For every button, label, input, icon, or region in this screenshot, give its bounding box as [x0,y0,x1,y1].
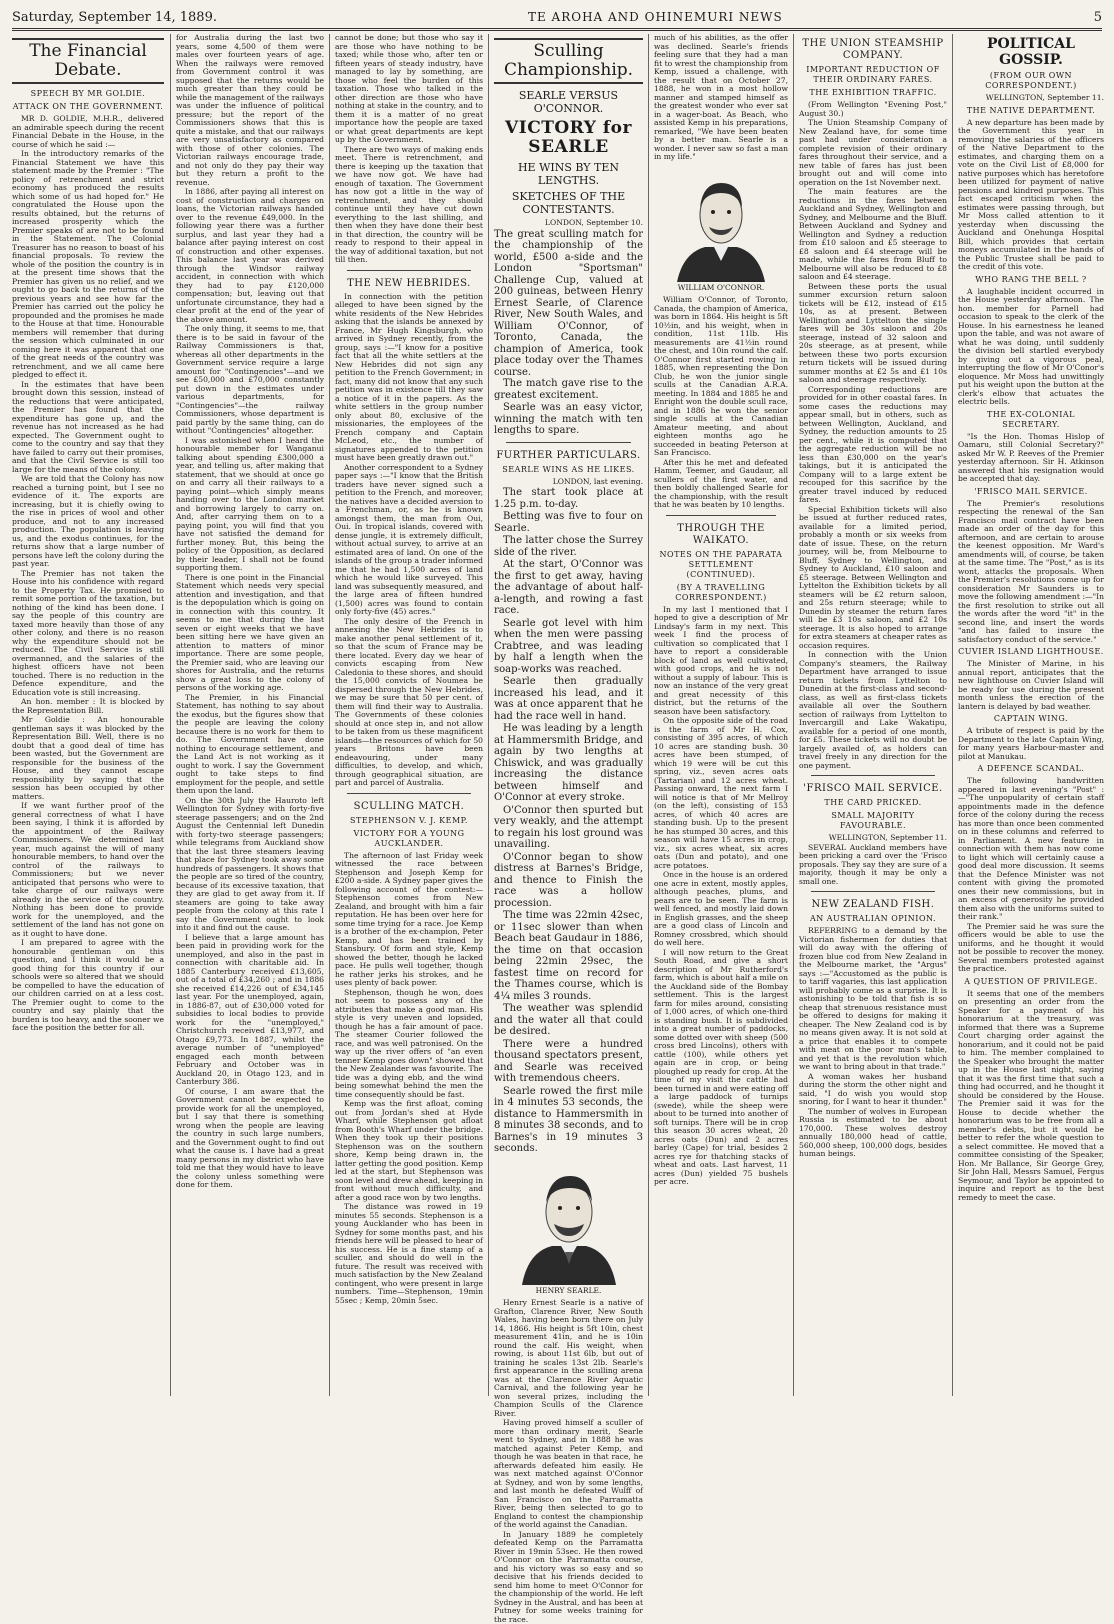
paragraph: In my last I mentioned that I hoped to give a description of Mr Lindsay's farm in my next. This week I find the process of cultivation so complicated that I have to report a considerable block of land as well cultivated, with good crops, and he is not without a supply of labour. This is now an instance of the very great and great necessity of this district, but the returns of the season have been satisfactory. [654,606,788,717]
subhead-stephenson: STEPHENSON V. J. KEMP. [335,816,483,826]
searle-portrait [514,1160,624,1285]
paragraph: The Premier, in his Financial Statement, has nothing to say about the exodus, but the figures show that the people are leaving the colony because there is no work for them to do. The Government have done nothing to encourage settlement, and the Land Act is not working as it ought to work. I say the Government ought to take steps to find employment for the people, and settle them upon the land. [176,694,324,796]
paragraph: In 1886, after paying all interest on cost of construction and charges on loans, the Victorian railways handed over to the revenue £49,000. In the following year there was a further surplus, and last year they had a balance after paying interest on cost of construction and other expenses. This balance last year was derived through the Windsor railway accident, in connection with which they had to pay £120,000 compensation; but, leaving out that unfortunate circumstance, they had a clear profit at the end of the year of the above amount. [176,188,324,324]
paragraph: Another correspondent to a Sydney paper says :—"I know that the British traders have never signed such a petition to the French, and moreover, the natives have a decided aversion to a Frenchman, or, as he is known amongst them, the man from Oui, Oui. In tropical islands, covered with dense jungle, it is extremely difficult, without actual survey, to arrive at an estimated area of land. On one of the islands of the group a trader informed me that he had 1,500 acres of land which he would like surveyed. This land was subsequently measured, and the large area of fifteen hundred (1,500) acres was found to contain only forty-five (45) acres." [335,464,483,617]
paragraph: Stephenson, though he won, does not seem to possess any of the attributes that make a good man. His style is very uneven and lopsided, though he has a fair amount of pace. The steamer Courier followed the race, and was well patronised. On the way up the river offers of "an even tenner Kemp goes down" showed that the New Zealander was favourite. The tide was a dying ebb, and the wind being somewhat behind the men the time consequently should be fast. [335,989,483,1100]
paragraph: I believe that a large amount has been paid in providing work for the unemployed, and also in the past in connection with charitable aid. In 1885 Canterbury received £13,605, out of a total of £34,260 ; and in 1886 she received £14,226 out of £34,145 last year. For the unemployed, again, in 1886-87, out of £30,000 voted for subsidies to local bodies to provide work for the "unemployed," Christchurch received £13,977, and Otago £9,773. In 1887, whilst the average number of "unemployed" engaged each month between February and October was in Auckland 20, in Otago 123, and in Canterbury 386. [176,934,324,1087]
subhead-card-pricked: THE CARD PRICKED. [799,798,947,808]
paragraph: The only desire of the French in annexing the New Hebrides is to make another penal settlement of it, so that the scum of France may be there located. Every day we hear of convicts escaping from New Caledonia to these shores, and should the 15,000 convicts of Noumea be dispersed through the New Hebrides, we may be sure that 50 per cent. of them will find their way to Australia. The Governments of these colonies should at once step in, and not allow to be taken from us these magnificent islands—the resources of which for 50 years Britons have been endeavouring, under many difficulties, to develop, and which, through geographical situation, are part and parcel of Australia. [335,618,483,788]
paragraph: Searle was an easy victor, winning the match with ten lengths to spare. [494,402,643,437]
column-4 [494,34,643,1396]
paragraph: Special Exhibition tickets will also be issued at further reduced rates, available for a limited period, probably a month or six weeks from date of issue. These, on the return journey, will be, from Melbourne to Bluff, Sydney to Wellington, and Sydney to Auckland, £10 saloon and £5 steerage. Between Wellington and Lyttelton the Exhibition tickets by all steamers will be £2 return saloon, and 25s return steerage; while to Dunedin by steamer the return fares will be £3 10s saloon, and £2 10s steerage. It is also hoped to arrange for extra steamers at cheaper rates as occasion requires. [799,506,947,651]
byline: (BY A TRAVELLING CORRESPONDENT.) [654,583,788,603]
divider [506,442,631,443]
masthead-date: Saturday, September 14, 1889. [12,10,217,25]
paragraph: The weather was splendid and the water all that could be desired. [494,1003,643,1038]
page-number: 5 [1094,10,1102,25]
column-2 [176,34,324,1396]
caption-william-oconnor: WILLIAM O'CONNOR. [654,284,788,293]
paragraph: MR D. GOLDIE, M.H.R., delivered an admirable speech during the recent Financial Debate in the House, in the course of which he said :— [12,115,164,149]
dateline: (From Wellington "Evening Post," August 30.) [799,101,947,118]
subhead-ten-lengths: HE WINS BY TEN LENGTHS. [494,161,643,187]
subhead-question-of-privilege: A QUESTION OF PRIVILEGE. [958,977,1104,987]
column-6 [799,34,947,1396]
divider [666,515,776,516]
paragraph: William O'Connor, of Toronto, Canada, the champion of America, was born in 1864. His height is 5ft 10½in, and his weight, when in condition, 11st 11lb. His measurements are 41½in round the chest, and 10in round the calf. O'Connor first started rowing in 1885, when representing the Don Club, he won the junior single sculls at the Canadian A.R.A. meeting. In 1884 and 1885 he and Enright won the double scull race, and in 1886 he won the senior single sculls at the Canadian Amateur meeting, and about eighteen months ago he succeeded in beating Peterson at San Francisco. [654,296,788,458]
paragraph: I will now return to the Great South Road, and give a short description of Mr Rutherford's farm, which is about half a mile on the Auckland side of the Bombay settlement. This is the largest farm for miles around, consisting of 1,000 acres, of which one-third is standing bush. It is subdivided into a great number of paddocks, some dotted over with sheep (500 cross bred Lincolns), others with cattle (100), while others yet again are in crop, or being ploughed up ready for crop. At the time of my visit the cattle had been turned in and were eating off a large paddock of turnips (swede), while the sheep were about to be turned into another of soft turnips. There will be in crop this season 30 acres wheat, 20 acres oats (Dun) and 2 acres barley (Cape) for trial, besides 2 acres rye for thatching stacks of wheat and oats. Last harvest, 11 acres (Dun) yielded 75 bushels per acre. [654,949,788,1187]
paragraph: In the introductory remarks of the Financial Statement we have this statement made by the Premier : "The policy of retrenchment and strict economy has produced the results which some of us had hoped for." He congratulated the House upon the results obtained, but the returns of increased prosperity which the Premier speaks of are not to be found in the Statement. The Colonial Treasurer has no reason to boast of his financial proposals. To review the whole of the position the country is in at the present time shows that the Premier has given us no relief, and we ought to go back to the returns of the previous years and see how far the Premier has carried out the policy he propounded and the promises he made to the House at that time. Honourable members will remember that during the session which culminated in our coming here it was apparent that one of the great needs of the country was retrenchment, and we all came here pledged to effect it. [12,150,164,380]
column-rule [648,34,649,1396]
headline-victory-for-searle: VICTORY for SEARLE [494,119,643,157]
paragraph: In January 1889 he completely defeated Kemp on the Parramatta River in 19min 53sec. He then rowed O'Connor on the Parramatta course, and his victory was so easy and so decisive that his friends decided to send him home to meet O'Connor for the championship of the world. He left Sydney in the Austral, and has been at Putney for some weeks training for the race. [494,1531,643,1624]
subhead-exhibition: THE EXHIBITION TRAFFIC. [799,88,947,98]
paragraph: Corresponding reductions are provided for in other coastal fares. In some cases the reductions may appear small, but in others, such as between Wellington, Auckland, and Sydney, the reduction amounts to 25 per cent., while it is computed that the aggregate reduction will be no less than £30,000 on the year's takings, but it is anticipated the Company will to a large extent be recouped for this sacrifice by the greater travel induced by reduced fares. [799,386,947,505]
paragraph: Of course, I am aware that the Government cannot be expected to provide work for all the unemployed, but I say that there is something wrong when the people are leaving the country in such large numbers, and the Government ought to find out what the cause is. I have had a great many persons in my district who have told me that they would have to leave the colony unless something were done for them. [176,1088,324,1190]
column-3 [335,34,483,1396]
paragraph: Kemp was the first afloat, coming out from Jordan's shed at Hyde Wharf, while Stephenson got afloat from Booth's Wharf under the bridge. When they took up their positions Stephenson was on the southern shore, Kemp being drawn in, the latter getting the good position. Kemp led at the start, but Stephenson was soon level and drew ahead, keeping in front without much difficulty, and after a good race won by two lengths. [335,1100,483,1202]
subhead-ex-colonial-secretary: THE EX-COLONIAL SECRETARY. [958,410,1104,430]
paragraph: After this he met and defeated Hamm, Teemer, and Gaudaur, all scullers of the first water, and then boldly challenged Searle for the championship, with the result that he was beaten by 10 lengths. [654,459,788,510]
subhead-cuvier-island: CUVIER ISLAND LIGHTHOUSE. [958,647,1104,657]
paragraph: In connection with the petition alleged to have been signed by the white residents of the New Hebrides asking that the islands be annexed by France, Mr Hugh Kingsburgh, who arrived in Sydney recently, from the group, says :—"I know for a positive fact that all the white settlers at the New Hebrides did not sign any petition to the French Government; in fact, many did not know that any such petition was in existence till they saw a notice of it in the papers. As the white settlers in the group number only about 80, exclusive of the missionaries, the employees of the French company and Captain McLeod, etc., the number of signatures appended to the petition must have been greatly drawn out." [335,293,483,463]
subhead-victory: VICTORY FOR A YOUNG AUCKLANDER. [335,829,483,849]
paragraph: In connection with the Union Company's steamers, the Railway Department have arranged to issue return tickets from Lyttelton to Dunedin at the first-class and second-class, as well as first-class tickets available all over the Southern section of railways from Lyttelton to Invercargill and Lake Wakatipu, available for a period of one month, for £5. These tickets will no doubt be largely availed of, as holders can travel freely in any direction for the one payment. [799,651,947,770]
subhead-australian-opinion: AN AUSTRALIAN OPINION. [799,914,947,924]
paragraph: There are two ways of making ends meet. There is retrenchment, and there is keeping up the taxation that we have now got. We have had enough of taxation. The Government has now got a little in the way of retrenchment, and they should continue until they have cut down everything to the last shilling, and then when they have done their best in that direction, the country will be ready to respond to their appeal in the way of additional taxation, but not till then. [335,146,483,265]
paragraph: On the 30th July the Hauroto left Wellington for Sydney with forty-five steerage passengers; and on the 2nd August the Centennial left Dunedin with forty-two steerage passengers; while telegrams from Auckland show that the last three steamers leaving that place for Sydney took away some hundreds of passengers. It shows that the people are so tired of the country, because of its excessive taxation, that they are glad to get away from it. If steamers are going to take away people from the colony at this rate I say the Government ought to look into it and find out the cause. [176,797,324,933]
paragraph: There is one point in the Financial Statement which needs very special attention and investigation, and that is the depopulation which is going on in connection with this country. It seems to me that during the last seven or eight weeks that we have been sitting here we have given an attention to matters of minor importance. There are some people, the Premier said, who are leaving our shores for Australia, and the returns show a great loss to the colony of persons of the working age. [176,574,324,693]
paragraph: REFERRING to a demand by the Victorian fishermen for duties that will do away with the offering of frozen blue cod from New Zealand in the Melbourne market, the "Argus" says :—"Accustomed as the public is to tariff vagaries, this last application will probably come as a surprise. It is astonishing to be told that fish is so cheap that strenuous resistance must be offered to designs for making it cheaper. The New Zealand cod is by no means given away. It is not sold at a price that enables it to compete with meat on the poor man's table, and yet that is the revolution which we want to bring about in that trade." [799,927,947,1072]
subhead-frisco-mail-service: 'FRISCO MAIL SERVICE. [958,487,1104,497]
paragraph: In the estimates that have been brought down this session, instead of the reductions that were anticipated, the Premier has found that the expenditure has gone up, and the revenue has not increased as he had expected. The Government ought to come to the country and say that they have failed to carry out their promises, and that the Civil Service is still too large for the means of the colony. [12,381,164,475]
paragraph: Having proved himself a sculler of more than ordinary merit, Searle went to Sydney, and in 1888 he was matched against Peter Kemp, and though he was beaten in that race, he afterwards defeated him easily. He was next matched against O'Connor at Sydney, and won by some lengths, and last month he defeated Wulff of San Francisco on the Parramatta River, being then selected to go to England to contest the championship of the world against the Canadian. [494,1419,643,1530]
paragraph: I am prepared to agree with the honourable gentleman on this question, and I think it would be a good thing for this country if our schools were so altered that we should be compelled to have the education of our children carried on at a less cost. The Premier ought to come to the country and say plainly that the burden is too heavy, and the sooner we face the position the better for all. [12,939,164,1033]
headline-political-gossip: POLITICAL GOSSIP. [958,36,1104,68]
headline-sculling-match: SCULLING MATCH. [335,801,483,813]
paragraph: for Australia during the last two years, some 4,500 of them were males over fourteen years of age. When the railways were removed from Government control it was supposed that the returns would be much greater than they could be while the management of the railways was under the influence of political pressure; but the report of the Commissioners shows that this is quite a mistake, and that our railways are very unsatisfactory as compared with those of other colonies. The Victorian railways encourage trade, and not only do they pay their way but they return a profit to the revenue. [176,34,324,187]
divider [811,891,935,892]
paragraph: A tribute of respect is paid by the Department to the late Captain Wing, for many years Harbour-master and pilot at Manukau. [958,727,1104,761]
column-rule [793,34,794,1396]
dateline: WELLINGTON, September 11. [799,834,947,843]
paragraph: "Is the Hon. Thomas Hislop of Oamaru, still Colonial Secretary?" asked Mr W. P. Reeves of the Premier yesterday afternoon. Sir H. Atkinson answered that his resignation would be accepted that day. [958,433,1104,484]
subhead-defence-scandal: A DEFENCE SCANDAL. [958,764,1104,774]
subhead-correspondent: (FROM OUR OWN CORRESPONDENT.) [958,71,1104,91]
dateline: LONDON, September 10. [494,219,643,228]
paragraph: Mr Goldie : An honourable gentleman says it was blocked by the Representation Bill. Well, there is no doubt that a good deal of time has been wasted, but the Government are responsible for the business of the House, and they cannot escape responsibility by saying that the session has been occupied by other matters. [12,716,164,801]
paragraph: Searle then gradually increased his lead, and it was at once apparent that he had the race well in hand. [494,676,643,722]
dateline: LONDON, last evening. [494,478,643,487]
paragraph: Searle got level with him when the men were passing Crabtree, and was leading by half a length when the soap-works was reached. [494,618,643,676]
paragraph: Between these ports the usual summer excursion return saloon tickets will be £12, instead of £15 10s, as at present. Between Wellington and Lyttelton the single fares will be 30s saloon and 20s steerage, instead of 32 saloon and 20s steerage, as at present, while between these two ports excursion return tickets will be issued during summer months at £2 5s and £1 10s saloon and steerage respectively. [799,283,947,385]
paragraph: Once in the house is an ordered one acre in extent, mostly apples, although peaches, plums, and pears are to be seen. The farm is well fenced, and mostly laid down in English grasses, and the sheep are a good class of Lincoln and Romney crossbred, which should do well here. [654,871,788,948]
paragraph: Betting was five to four on Searle. [494,511,643,534]
paragraph: The Premier has not taken the House into his confidence with regard to the Property Tax. He promised to remit some portion of the taxation, but nothing of the kind has been done. I say the people of this country are taxed more heavily than those of any other colony, and there is no reason why the expenditure should not be reduced. The Civil Service is still overmanned, and the salaries of the highest officers have not been touched. There is no reduction in the Defence expenditure, and the Education vote is still increasing. [12,570,164,698]
headline-through-the-waikato: THROUGH THE WAIKATO. [654,523,788,547]
paragraph: A laughable incident occurred in the House yesterday afternoon. The hon. member for Parnell had occasion to speak to the clerk of the House. In his earnestness he leaned upon the table, and was not aware of what he was doing, until suddenly the division bell startled everybody by giving out a vigorous peal, interrupting the flow of Mr O'Conor's eloquence. Mr Moss had unwittingly put his weight upon the button at the clerk's elbow that actuates the electric bells. [958,288,1104,407]
paragraph: At the start, O'Connor was the first to get away, having the advantage of about half-a-length, and rowing a fast race. [494,559,643,617]
column-7 [958,34,1104,1396]
paragraph: A woman wakes her husband during the storm the other night and said, "I do wish you would stop snoring, for I want to hear it thunder." [799,1073,947,1107]
subhead-attack: ATTACK ON THE GOVERNMENT. [12,102,164,112]
headline-sculling-championship: Sculling Championship. [494,38,643,84]
paragraph: O'Connor then spurted but very weakly, and the attempt to regain his lost ground was unavailing. [494,805,643,851]
column-rule [329,34,330,1396]
dateline: WELLINGTON, September 11. [958,94,1104,103]
paragraph: The following handwritten appeared in last evening's "Post" :—"The unpopularity of certain staff appointments made in the defence force of the colony during the recess has more than once been commented on in these columns and referred to in Parliament. A new feature in connection with them has now come to light which will certainly cause a good deal more discussion. It seems that the Defence Minister was not content with giving the promoted ones their new commissions, but in an excess of generosity he provided them also with the uniforms suited to their rank." [958,777,1104,922]
headline-further-particulars: FURTHER PARTICULARS. [494,450,643,462]
paragraph: SEVERAL Auckland members have been pricking a card over the 'Frisco proposals. They say they are sure of a majority, though it may be only a small one. [799,844,947,887]
paragraph: The distance was rowed in 19 minutes 55 seconds. Stephenson is a young Aucklander who has been in Sydney for some months past, and his friends here will be pleased to hear of his success. He is a fine stamp of a sculler, and should do well in the future. The result was received with much satisfaction by the New Zealand contingent, who were present in large numbers. Time—Stephenson, 19min 55sec ; Kemp, 20min 5sec. [335,1203,483,1305]
oconnor-portrait [671,167,771,282]
paragraph: The Minister of Marine, in his annual report, anticipates that the new lighthouse on Cuvier Island will be ready for use during the present month unless the erection of the lantern is delayed by bad weather. [958,660,1104,711]
masthead-title: TE AROHA AND OHINEMURI NEWS [528,10,783,24]
paragraph: The afternoon of last Friday week witnessed the race between Stephenson and Joseph Kemp for £200 a-side. A Sydney paper gives the following account of the contest:—Stephenson comes from New Zealand, and brought with him a fair reputation. He has been over here for some time trying for a race. Joe Kemp is a brother of the ex-champion, Peter Kemp, and has been trained by Stansbury. Of form and style, Kemp showed the better, though he lacked pace. He pulls well together, though he rather jerks his strokes, and he uses plenty of back power. [335,852,483,988]
headline-frisco-mail: 'FRISCO MAIL SERVICE. [799,783,947,795]
paragraph: cannot be done; but those who say it are those who have nothing to be taxed; while those who, after ten or fifteen years of steady industry, have managed to lay by something, are those who feel the burden of this taxation. Those who talked in the other direction are those who have nothing at stake in the country, and to them it is a matter of no great importance how the people are taxed or what great departments are kept up by the Government. [335,34,483,145]
headline-financial-debate: The Financial Debate. [12,38,164,84]
divider [347,270,471,271]
subhead-versus: SEARLE VERSUS O'CONNOR. [494,89,643,115]
paragraph: The latter chose the Surrey side of the river. [494,535,643,558]
column-5 [654,34,788,1396]
paragraph: A new departure has been made by the Government this year in removing the salaries of the officers of the Native Department to the estimates, and charging them on a vote on the Civil List of £8,000 for native purposes which has heretofore been utilized for payment of native pensions and kindred purposes. This fact escaped criticism when the estimates were passing through, but Mr Moss called attention to it yesterday when discussing the Auckland and Onehunga Hospital Bill, which provides that certain moneys accumulated in the hands of the Public Trustee shall be paid to the credit of this vote. [958,119,1104,272]
subhead-who-rang-the-bell: WHO RANG THE BELL ? [958,275,1104,285]
subhead-searle-wins: SEARLE WINS AS HE LIKES. [494,465,643,475]
headline-union-steamship: THE UNION STEAMSHIP COMPANY. [799,38,947,62]
paragraph: The only thing, it seems to me, that there is to be said in favour of the Railway Commissioners is that, whereas all other departments in the Government service require a large amount for "Contingencies"—and we see £50,000 and £70,000 constantly put down in the estimates under various departments, for "Contingencies"—the railway Commissioners, whose department is paid partly by the same thing, can do without "Contingencies" altogether. [176,325,324,436]
paragraph: The Premier's resolutions respecting the renewal of the San Francisco mail contract have been made an order of the day for this afternoon, and are certain to arouse the keenest opposition. Mr Ward's amendments will, of course, be taken at the same time. The "Post," as is its wont, attacks the proposals. When the Premier's resolutions come up for consideration Mr Saunders is to move the following amendment :—"In the first resolution to strike out all the words after the word "it" in the second line, and insert the words "and has failed to insure the satisfactory conduct of the service." [958,500,1104,645]
column-rule [952,34,953,1396]
paragraph: There were a hundred thousand spectators present, and Searle was received with tremendous cheers. [494,1039,643,1085]
subhead-native-department: THE NATIVE DEPARTMENT. [958,106,1104,116]
paragraph: An hon. member : It is blocked by the Representation Bill. [12,698,164,715]
paragraph: Searle rowed the first mile in 4 minutes 53 seconds, the distance to Hammersmith in 8 minutes 38 seconds, and to Barnes's in 19 minutes 3 seconds. [494,1086,643,1155]
paragraph: On the opposite side of the road is the farm of Mr H. Cox, consisting of 395 acres, of which 10 acres are standing bush. 30 acres have been stumped, of which 19 were will be cut this spring, viz., seven acres oats (Tartarian) and 12 acres wheat. Passing onward, the next farm I will notice is that of Mr Mellroy (on the left), consisting of 153 acres, of which 40 acres are standing bush. Up to the present he has stumped 30 acres, and this season will have 15 acres in crop, viz., six acres wheat, six acres oats (Dun and potato), and one acre potatoes. [654,717,788,870]
paragraph: The time was 22min 42sec, or 11sec slower than when Beach beat Gaudaur in 1886, the time on that occasion being 22min 29sec, the fastest time on record for the Thames course, which is 4¼ miles 3 rounds. [494,910,643,1002]
column-rule [170,34,171,1396]
paragraph: It seems that one of the members on presenting an order from the Speaker for a payment of his honorarium at the treasury, was informed that there was a Supreme Court charging order against the honorarium, and it could not be paid to him. The member complained to the Speaker who brought the matter up in the House last night, saying that it was the first time that such a thing had occurred, and he thought it should be considered by the House. The Premier said it was for the House to decide whether the honorarium was to be free from all a member's debts, but it would be better to refer the whole question to a select committee. He moved that a committee consisting of the Speaker, Hon. Mr Ballance, Sir George Grey, Sir John Hall, Messrs Samuel, Fergus Seymour, and Taylor be appointed to inquire and report as to the best remedy to meet the case. [958,990,1104,1203]
column-rule [488,34,489,1396]
paragraph: The main features are the reductions in the fares between Auckland and Sydney, Wellington and Sydney, and Melbourne and the Bluff. Between Auckland and Sydney and Wellington and Sydney a reduction from £10 saloon and £5 steerage to £8 saloon and £4 steerage will be made, while the fares from Bluff to Melbourne will also be reduced to £8 saloon and £4 steerage. [799,188,947,282]
subhead-speech: SPEECH BY MR GOLDIE. [12,89,164,99]
headline-new-hebrides: THE NEW HEBRIDES. [335,278,483,290]
subhead-fares: IMPORTANT REDUCTION OF THEIR ORDINARY FARES. [799,65,947,85]
paragraph: We are told that the Colony has now reached a turning point, but I see no evidence of it. The exports are increasing, but it is chiefly owing to the rise in prices of wool and other produce, and not to any increased production. The population is leaving us, and the exodus continues, for the returns show that a large number of persons have left the colony during the past year. [12,475,164,569]
masthead [12,6,1102,31]
caption-henry-searle: HENRY SEARLE. [494,1287,643,1296]
subhead-majority: SMALL MAJORITY FAVOURABLE. [799,811,947,831]
paragraph: much of his abilities, as the offer was declined. Searle's friends feeling sure that they had a man fit to wrest the championship from Kemp, issued a challenge, with the result that on October 27, 1888, he won in a most hollow manner and stamped himself as the greatest wonder who ever sat in a wager-boat. As Beach, who assisted Kemp in his preparations, remarked, "We have been beaten by a better man. Searle is a wonder. I never saw so fast a man in my life." [654,34,788,162]
paragraph: O'Connor began to show distress at Barnes's Bridge, and thence to Finish the race was a hollow procession. [494,852,643,910]
headline-nz-fish: NEW ZEALAND FISH. [799,899,947,911]
paragraph: He was leading by a length at Hammersmith Bridge, and again by two lengths at Chiswick, and was gradually increasing the distance between himself and O'Connor at every stroke. [494,723,643,804]
divider [811,775,935,776]
subhead-captain-wing: CAPTAIN WING. [958,714,1104,724]
subhead-paparata: NOTES ON THE PAPARATA SETTLEMENT (CONTINUED). [654,550,788,580]
paragraph: I was astonished when I heard the honourable member for Wanganui talking about spending £300,000 a year, and telling us, after making that statement, that we should at once go on and carry all their railways to a paying point—which simply means handing over to the London market and borrowing largely to carry on. And, after carrying them on to a paying point, you will find that you have not satisfied the demand for further money. But, this being the policy of the Opposition, as declared by their leader, I shall not be found supporting them. [176,437,324,573]
divider [347,793,471,794]
paragraph: The number of wolves in European Russia is estimated to be about 170,000. These wolves destroy annually 180,000 head of cattle, 560,000 sheep, 100,000 dogs, besides human beings. [799,1108,947,1159]
paragraph: The start took place at 1.25 p.m. to-day. [494,487,643,510]
lead-paragraph: The great sculling match for the championship of the world, £500 a-side and the London "Sportsman" Challenge Cup, valued at 200 guineas, between Henry Ernest Searle, of Clarence River, New South Wales, and William O'Connor, of Toronto, Canada, the champion of America, took place today over the Thames course. [494,229,643,379]
column-1 [12,34,164,1396]
paragraph: Henry Ernest Searle is a native of Grafton, Clarence River, New South Wales, having been born there on July 14, 1866. His height is 5ft 10in, chest measurement 41in, and he is 10in round the calf. His weight, when rowing, is about 11st 6lb, but out of training he scales 13st 2lb. Searle's first appearance in the sculling arena was at the Clarence River Aquatic Carnival, and the following year he won several prizes, including the Champion Sculls of the Clarence River. [494,1299,643,1418]
paragraph: The Union Steamship Company of New Zealand have, for some time past had under consideration a complete revision of their ordinary fares throughout their service, and a new table of fares has just been brought out and will come into operation on the 1st November next. [799,119,947,187]
paragraph: The match gave rise to the greatest excitement. [494,378,643,401]
paragraph: If we want further proof of the general correctness of what I have been saying, I think it is afforded by the appointment of the Railway Commissioners. We determined last year, much against the will of many honourable members, to hand over the control of the railways to Commissioners; but we never anticipated that persons who were to take charge of our railways were already in the service of the country. Nothing has been done to provide work for the unemployed, and the settlement of the land has not gone on as it ought to have done. [12,802,164,938]
paragraph: The Premier said he was sure the officers would be able to use the uniforms, and he thought it would not be possible to recover the money. Several members protested against the practice. [958,923,1104,974]
subhead-sketches: SKETCHES OF THE CONTESTANTS. [494,190,643,216]
